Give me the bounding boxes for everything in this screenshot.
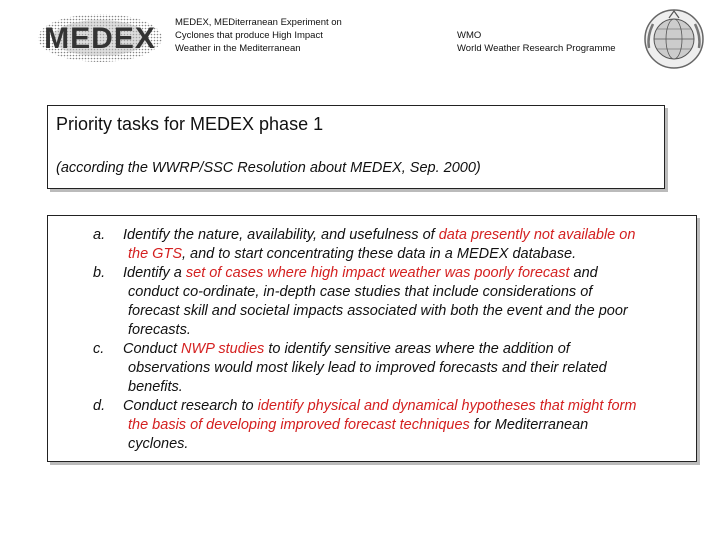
task-line [123, 378, 693, 397]
task-line [123, 359, 693, 378]
project-description [175, 16, 385, 55]
task-segment: Conduct [123, 341, 182, 357]
org-name: WMO [457, 30, 482, 41]
task-segment: and [569, 265, 598, 281]
highlighted-text: data presently not available on [438, 227, 636, 243]
task-marker: c. [93, 341, 105, 357]
task-line [123, 435, 693, 454]
task-text [123, 226, 693, 264]
task-segment: , and to start concentrating these data in a MEDEX database. [182, 246, 577, 262]
task-line [123, 416, 693, 435]
task-segment: Conduct research to [123, 398, 258, 414]
task-marker: a. [93, 227, 106, 243]
organization [457, 29, 647, 55]
task-segment: to identify sensitive areas where the addition of [264, 341, 570, 357]
task-text [123, 264, 693, 340]
org-program: World Weather Research Programme [457, 43, 616, 54]
task-line [123, 283, 693, 302]
highlighted-text: NWP studies [181, 341, 265, 357]
task-marker: b. [93, 265, 106, 281]
project-line: Cyclones that produce High Impact [175, 30, 323, 41]
svg-text:MEDEX: MEDEX [44, 22, 156, 55]
highlighted-text: the GTS [128, 246, 182, 262]
project-line: Weather in the Mediterranean [175, 43, 301, 54]
task-segment: forecasts. [128, 322, 191, 338]
task-segment: conduct co-ordinate, in-depth case studies that include considerations of [128, 284, 593, 300]
task-segment: Identify the nature, availability, and usefulness of [123, 227, 439, 243]
task-line [123, 302, 693, 321]
task-line [123, 245, 693, 264]
task-segment: forecast skill and societal impacts associated with both the event and the poor [128, 303, 628, 319]
highlighted-text: the basis of developing improved forecast techniques [128, 417, 470, 433]
task-segment: observations would most likely lead to improved forecasts and their related [128, 360, 607, 376]
task-text [123, 340, 693, 397]
title-box [47, 105, 665, 189]
task-segment: cyclones. [128, 436, 189, 452]
medex-logo [30, 12, 170, 64]
project-line: MEDEX, MEDiterranean Experiment on [175, 17, 342, 28]
task-segment: for Mediterranean [469, 417, 589, 433]
page-title: Priority tasks for MEDEX phase 1 [56, 114, 324, 134]
wmo-emblem-icon [643, 8, 705, 70]
task-text [123, 397, 693, 454]
highlighted-text: set of cases where high impact weather was poorly forecast [185, 265, 570, 281]
task-marker: d. [93, 398, 106, 414]
task-line [123, 264, 693, 283]
page-subtitle: (according the WWRP/SSC Resolution about MEDEX, Sep. 2000) [56, 160, 481, 176]
task-segment: Identify a [123, 265, 186, 281]
task-line [123, 397, 693, 416]
task-line [123, 340, 693, 359]
highlighted-text: identify physical and dynamical hypotheses that might form [257, 398, 637, 414]
task-line [123, 321, 693, 340]
task-line [123, 226, 693, 245]
task-segment: benefits. [128, 379, 183, 395]
tasks-box [47, 215, 697, 462]
